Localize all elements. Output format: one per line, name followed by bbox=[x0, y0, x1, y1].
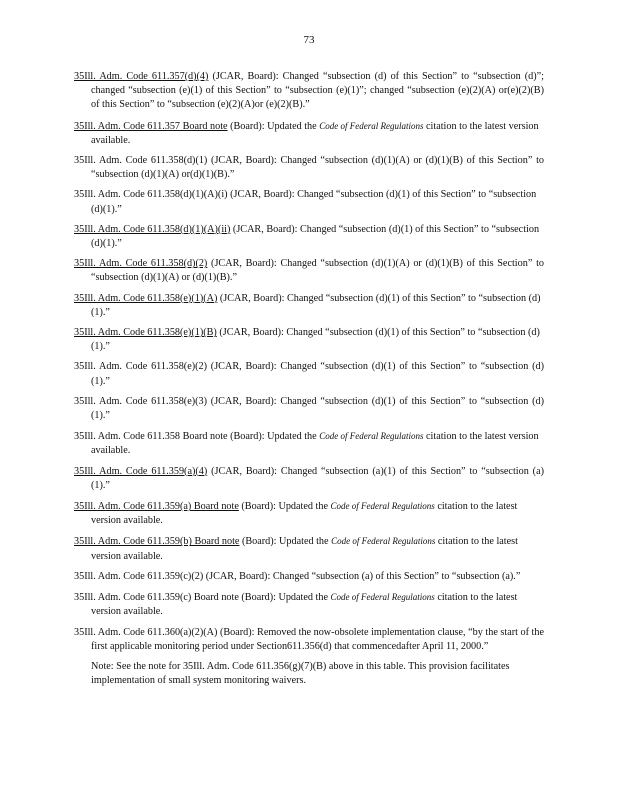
citation: 35Ill. Adm. Code 611.358(e)(2) bbox=[74, 361, 207, 373]
citation: 35Ill. Adm. Code 611.358(e)(1)(B) bbox=[74, 327, 217, 339]
list-item bbox=[74, 326, 544, 354]
cfr-title: Code of Federal Regulations bbox=[319, 120, 424, 131]
list-item bbox=[74, 465, 544, 493]
amendment-list bbox=[74, 70, 544, 688]
list-item bbox=[74, 429, 544, 458]
entry-text: (JCAR, Board): Changed “subsection (d)(1)(A) or (d)(1)(B) of this Section” to “subsection (d)(1)(A) or(d)(1)(B).” bbox=[91, 155, 544, 181]
list-item bbox=[74, 499, 544, 528]
entry-text: (Board): Removed the now-obsolete implementation clause, “by the start of the first applicable monitoring period under Section611.356(d) that commencedafter April 11, 2000.” bbox=[91, 626, 544, 652]
entry-text: (Board): Updated the bbox=[239, 536, 332, 548]
list-item bbox=[74, 257, 544, 285]
entry-text: (JCAR, Board): Changed “subsection (d)(1) of this Section” to “subsection (d)(1).” bbox=[91, 223, 540, 250]
list-item bbox=[74, 188, 544, 216]
citation: 35Ill. Adm. Code 611.358 Board note bbox=[74, 431, 228, 443]
entry-text-end: citation to the latest version available. bbox=[91, 120, 539, 146]
list-item bbox=[74, 223, 544, 251]
table-note: Note: See the note for 35Ill. Adm. Code 611.356(g)(7)(B) above in this table. This provision facilitates implementation of small system monitoring waivers. bbox=[91, 660, 510, 687]
entry-text: (JCAR, Board): Changed “subsection (d)(1) of this Section” to “subsection (d)(1).” bbox=[91, 361, 544, 387]
entry-text: (JCAR, Board): Changed “subsection (d)(1) of this Section” to “subsection (d)(1).” bbox=[91, 327, 540, 353]
entry-text: (Board): Updated the bbox=[227, 120, 320, 132]
entry-text: (Board): Updated the bbox=[227, 431, 320, 443]
list-item bbox=[74, 626, 544, 654]
citation: 35Ill. Adm. Code 611.358(d)(2) bbox=[74, 258, 208, 270]
list-item bbox=[74, 534, 544, 563]
entry-text: (Board): Updated the bbox=[238, 501, 331, 513]
citation: 35Ill. Adm. Code 611.358(d)(1) bbox=[74, 155, 208, 167]
list-item bbox=[74, 154, 544, 182]
cfr-title: Code of Federal Regulations bbox=[331, 536, 436, 547]
entry-text: (JCAR, Board): Changed “subsection (a)(1) of this Section” to “subsection (a)(1).” bbox=[91, 465, 544, 491]
citation: 35Ill. Adm. Code 611.358(d)(1)(A)(ii) bbox=[74, 223, 231, 235]
cfr-title: Code of Federal Regulations bbox=[319, 431, 424, 442]
citation: 35Ill. Adm. Code 611.359(c)(2) bbox=[74, 570, 204, 582]
list-item bbox=[74, 119, 544, 148]
entry-text: (JCAR, Board): Changed “subsection (d) of this Section” to “subsection (d)”; changed “subsection (e)(1) of this Section” to “subsection (e)(1)”; changed “subsection (e)(2)(A) or(e)(2)(B) of this Section” to “subsection (e)(2)(A)or (e)(2)(B).” bbox=[91, 71, 544, 111]
citation: 35Ill. Adm. Code 611.359(c) Board note bbox=[74, 592, 239, 604]
list-item bbox=[74, 395, 544, 423]
list-item bbox=[74, 292, 544, 320]
entry-text: (JCAR, Board): Changed “subsection (d)(1)(A) or (d)(1)(B) of this Section” to “subsection (d)(1)(A) or (d)(1)(B).” bbox=[91, 258, 544, 284]
entry-text-end: citation to the latest version available. bbox=[91, 592, 518, 618]
citation: 35Ill. Adm. Code 611.359(a) Board note bbox=[74, 501, 239, 513]
citation: 35Ill. Adm. Code 611.358(e)(3) bbox=[74, 395, 207, 407]
entry-text-end: citation to the latest version available. bbox=[91, 431, 539, 457]
citation: 35Ill. Adm. Code 611.360(a)(2)(A) bbox=[74, 626, 218, 638]
cfr-title: Code of Federal Regulations bbox=[330, 592, 435, 603]
entry-text: (JCAR, Board): Changed “subsection (d)(1) of this Section” to “subsection (d)(1).” bbox=[91, 189, 537, 215]
list-item bbox=[74, 590, 544, 619]
entry-text: (JCAR, Board): Changed “subsection (a) of this Section” to “subsection (a).” bbox=[203, 570, 521, 582]
list-item bbox=[74, 570, 544, 584]
citation: 35Ill. Adm. Code 611.359(a)(4) bbox=[74, 465, 208, 477]
list-item bbox=[74, 360, 544, 388]
citation: 35Ill. Adm. Code 611.358(e)(1)(A) bbox=[74, 292, 218, 304]
page-number: 73 bbox=[303, 34, 315, 46]
entry-text: (Board): Updated the bbox=[238, 592, 331, 604]
citation: 35Ill. Adm. Code 611.357(d)(4) bbox=[74, 71, 209, 82]
citation: 35Ill. Adm. Code 611.359(b) Board note bbox=[74, 536, 240, 548]
citation: 35Ill. Adm. Code 611.358(d)(1)(A)(i) bbox=[74, 189, 228, 201]
entry-text: (JCAR, Board): Changed “subsection (d)(1) of this Section” to “subsection (d)(1).” bbox=[91, 292, 541, 318]
list-item bbox=[74, 70, 544, 113]
entry-text-end: citation to the latest version available. bbox=[91, 501, 518, 527]
entry-text: (JCAR, Board): Changed “subsection (d)(1) of this Section” to “subsection (d)(1).” bbox=[91, 395, 544, 422]
cfr-title: Code of Federal Regulations bbox=[330, 501, 435, 512]
citation: 35Ill. Adm. Code 611.357 Board note bbox=[74, 120, 228, 132]
entry-text-end: citation to the latest version available. bbox=[91, 536, 518, 562]
